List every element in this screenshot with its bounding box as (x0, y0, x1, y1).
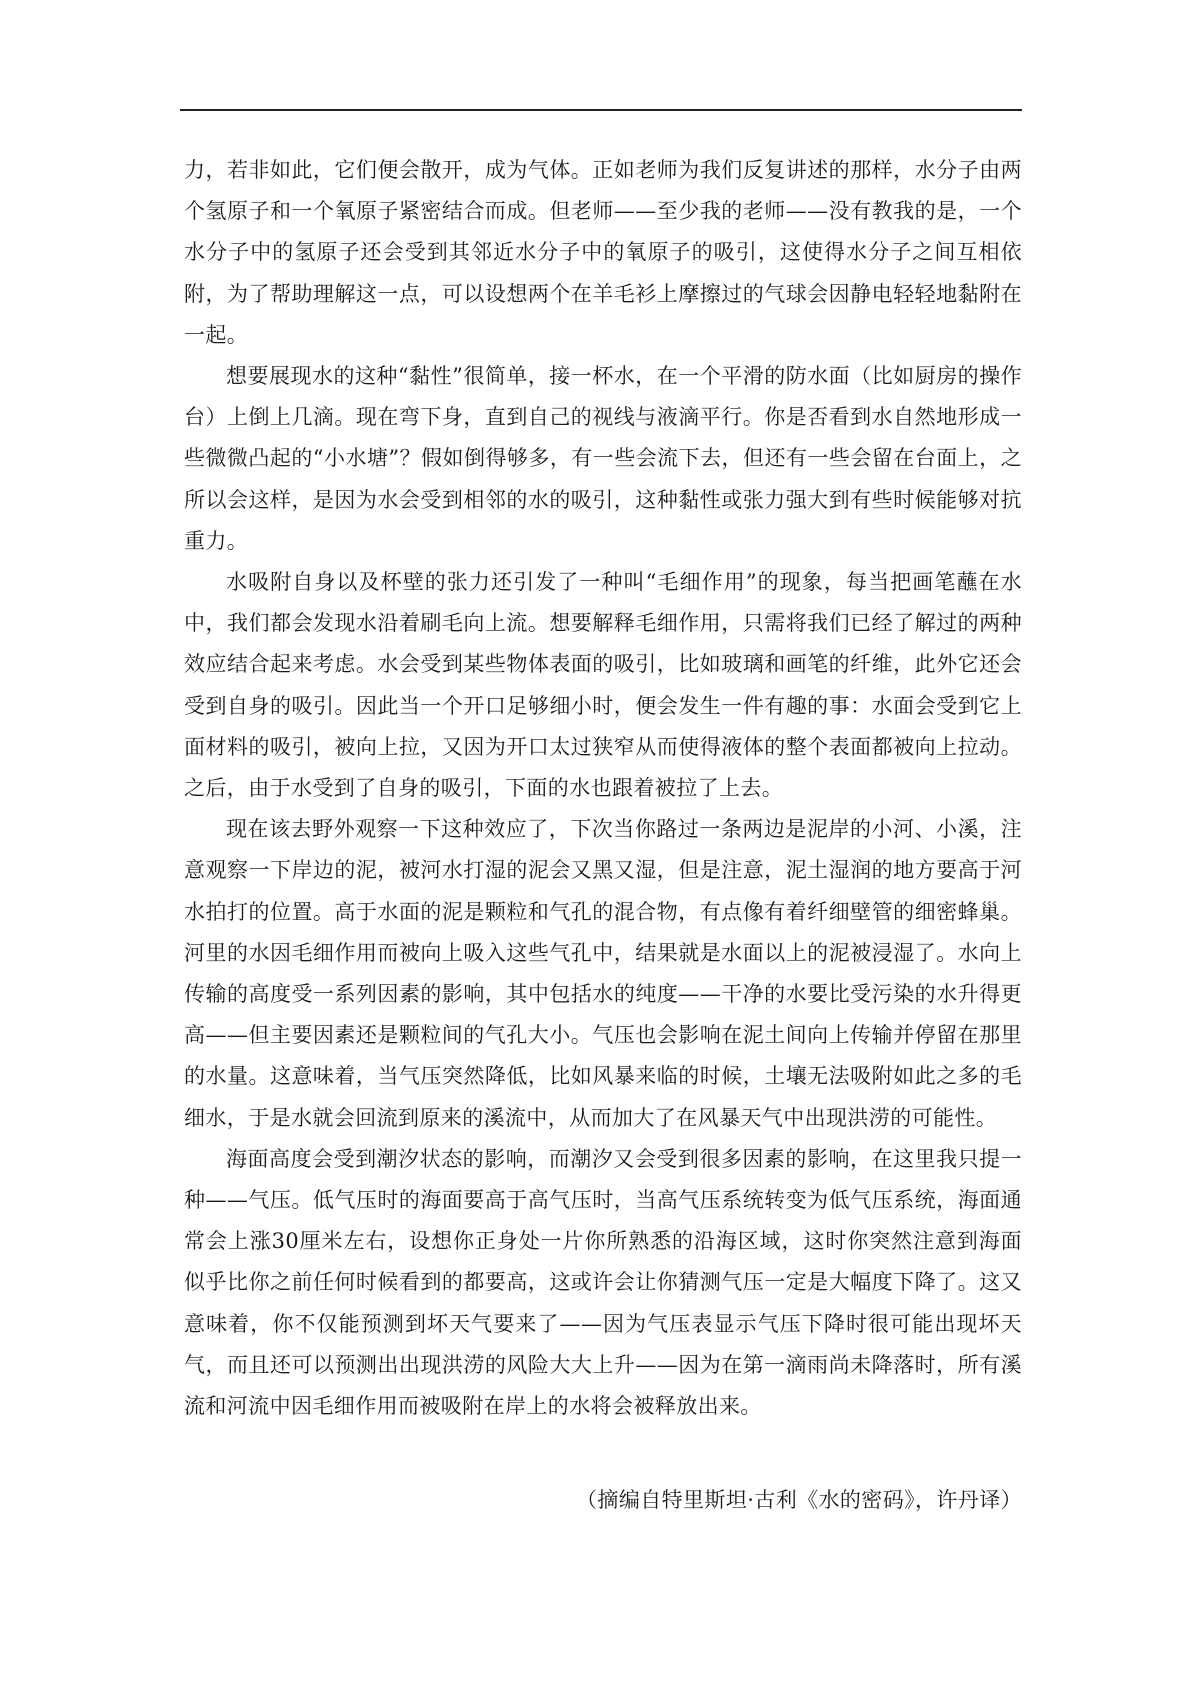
source-citation: （摘编自特里斯坦·古利《水的密码》，许丹译） (576, 1488, 1022, 1512)
paragraph-5: 海面高度会受到潮汐状态的影响，而潮汐又会受到很多因素的影响，在这里我只提一种——气压。低气压时的海面要高于高气压时，当高气压系统转变为低气压系统，海面通常会上涨30厘米左右，设想你正身处一片你所熟悉的沿海区域，这时你突然注意到海面似乎比你之前任何时候看到的都要高，这或许会让你猜测气压一定是大幅度下降了。这又意味着，你不仅能预测到坏天气要来了——因为气压表显示气压下降时很可能出现坏天气，而且还可以预测出出现洪涝的风险大大上升——因为在第一滴雨尚未降落时，所有溪流和河流中因毛细作用而被吸附在岸上的水将会被释放出来。 (184, 1146, 1022, 1419)
article-body (184, 150, 1022, 1427)
paragraph-1: 力，若非如此，它们便会散开，成为气体。正如老师为我们反复讲述的那样，水分子由两个氢原子和一个氧原子紧密结合而成。但老师——至少我的老师——没有教我的是，一个水分子中的氢原子还会受到其邻近水分子中的氧原子的吸引，这使得水分子之间互相依附，为了帮助理解这一点，可以设想两个在羊毛衫上摩擦过的气球会因静电轻轻地黏附在一起。 (184, 158, 1022, 347)
paragraph-3: 水吸附自身以及杯壁的张力还引发了一种叫“毛细作用”的现象，每当把画笔蘸在水中，我们都会发现水沿着刷毛向上流。想要解释毛细作用，只需将我们已经了解过的两种效应结合起来考虑。水会受到某些物体表面的吸引，比如玻璃和画笔的纤维，此外它还会受到自身的吸引。因此当一个开口足够细小时，便会发生一件有趣的事：水面会受到它上面材料的吸引，被向上拉，又因为开口太过狭窄从而使得液体的整个表面都被向上拉动。之后，由于水受到了自身的吸引，下面的水也跟着被拉了上去。 (184, 570, 1022, 801)
paragraph-4: 现在该去野外观察一下这种效应了，下次当你路过一条两边是泥岸的小河、小溪，注意观察一下岸边的泥，被河水打湿的泥会又黑又湿，但是注意，泥土湿润的地方要高于河水拍打的位置。高于水面的泥是颗粒和气孔的混合物，有点像有着纤细壁管的细密蜂巢。河里的水因毛细作用而被向上吸入这些气孔中，结果就是水面以上的泥被浸湿了。水向上传输的高度受一系列因素的影响，其中包括水的纯度——干净的水要比受污染的水升得更高——但主要因素还是颗粒间的气孔大小。气压也会影响在泥土间向上传输并停留在那里的水量。这意味着，当气压突然降低，比如风暴来临的时候，土壤无法吸附如此之多的毛细水，于是水就会回流到原来的溪流中，从而加大了在风暴天气中出现洪涝的可能性。 (184, 817, 1022, 1130)
paragraph-2: 想要展现水的这种“黏性”很简单，接一杯水，在一个平滑的防水面（比如厨房的操作台）上倒上几滴。现在弯下身，直到自己的视线与液滴平行。你是否看到水自然地形成一些微微凸起的“小水塘”？假如倒得够多，有一些会流下去，但还有一些会留在台面上，之所以会这样，是因为水会受到相邻的水的吸引，这种黏性或张力强大到有些时候能够对抗重力。 (184, 364, 1022, 553)
header-rule (180, 109, 1022, 111)
